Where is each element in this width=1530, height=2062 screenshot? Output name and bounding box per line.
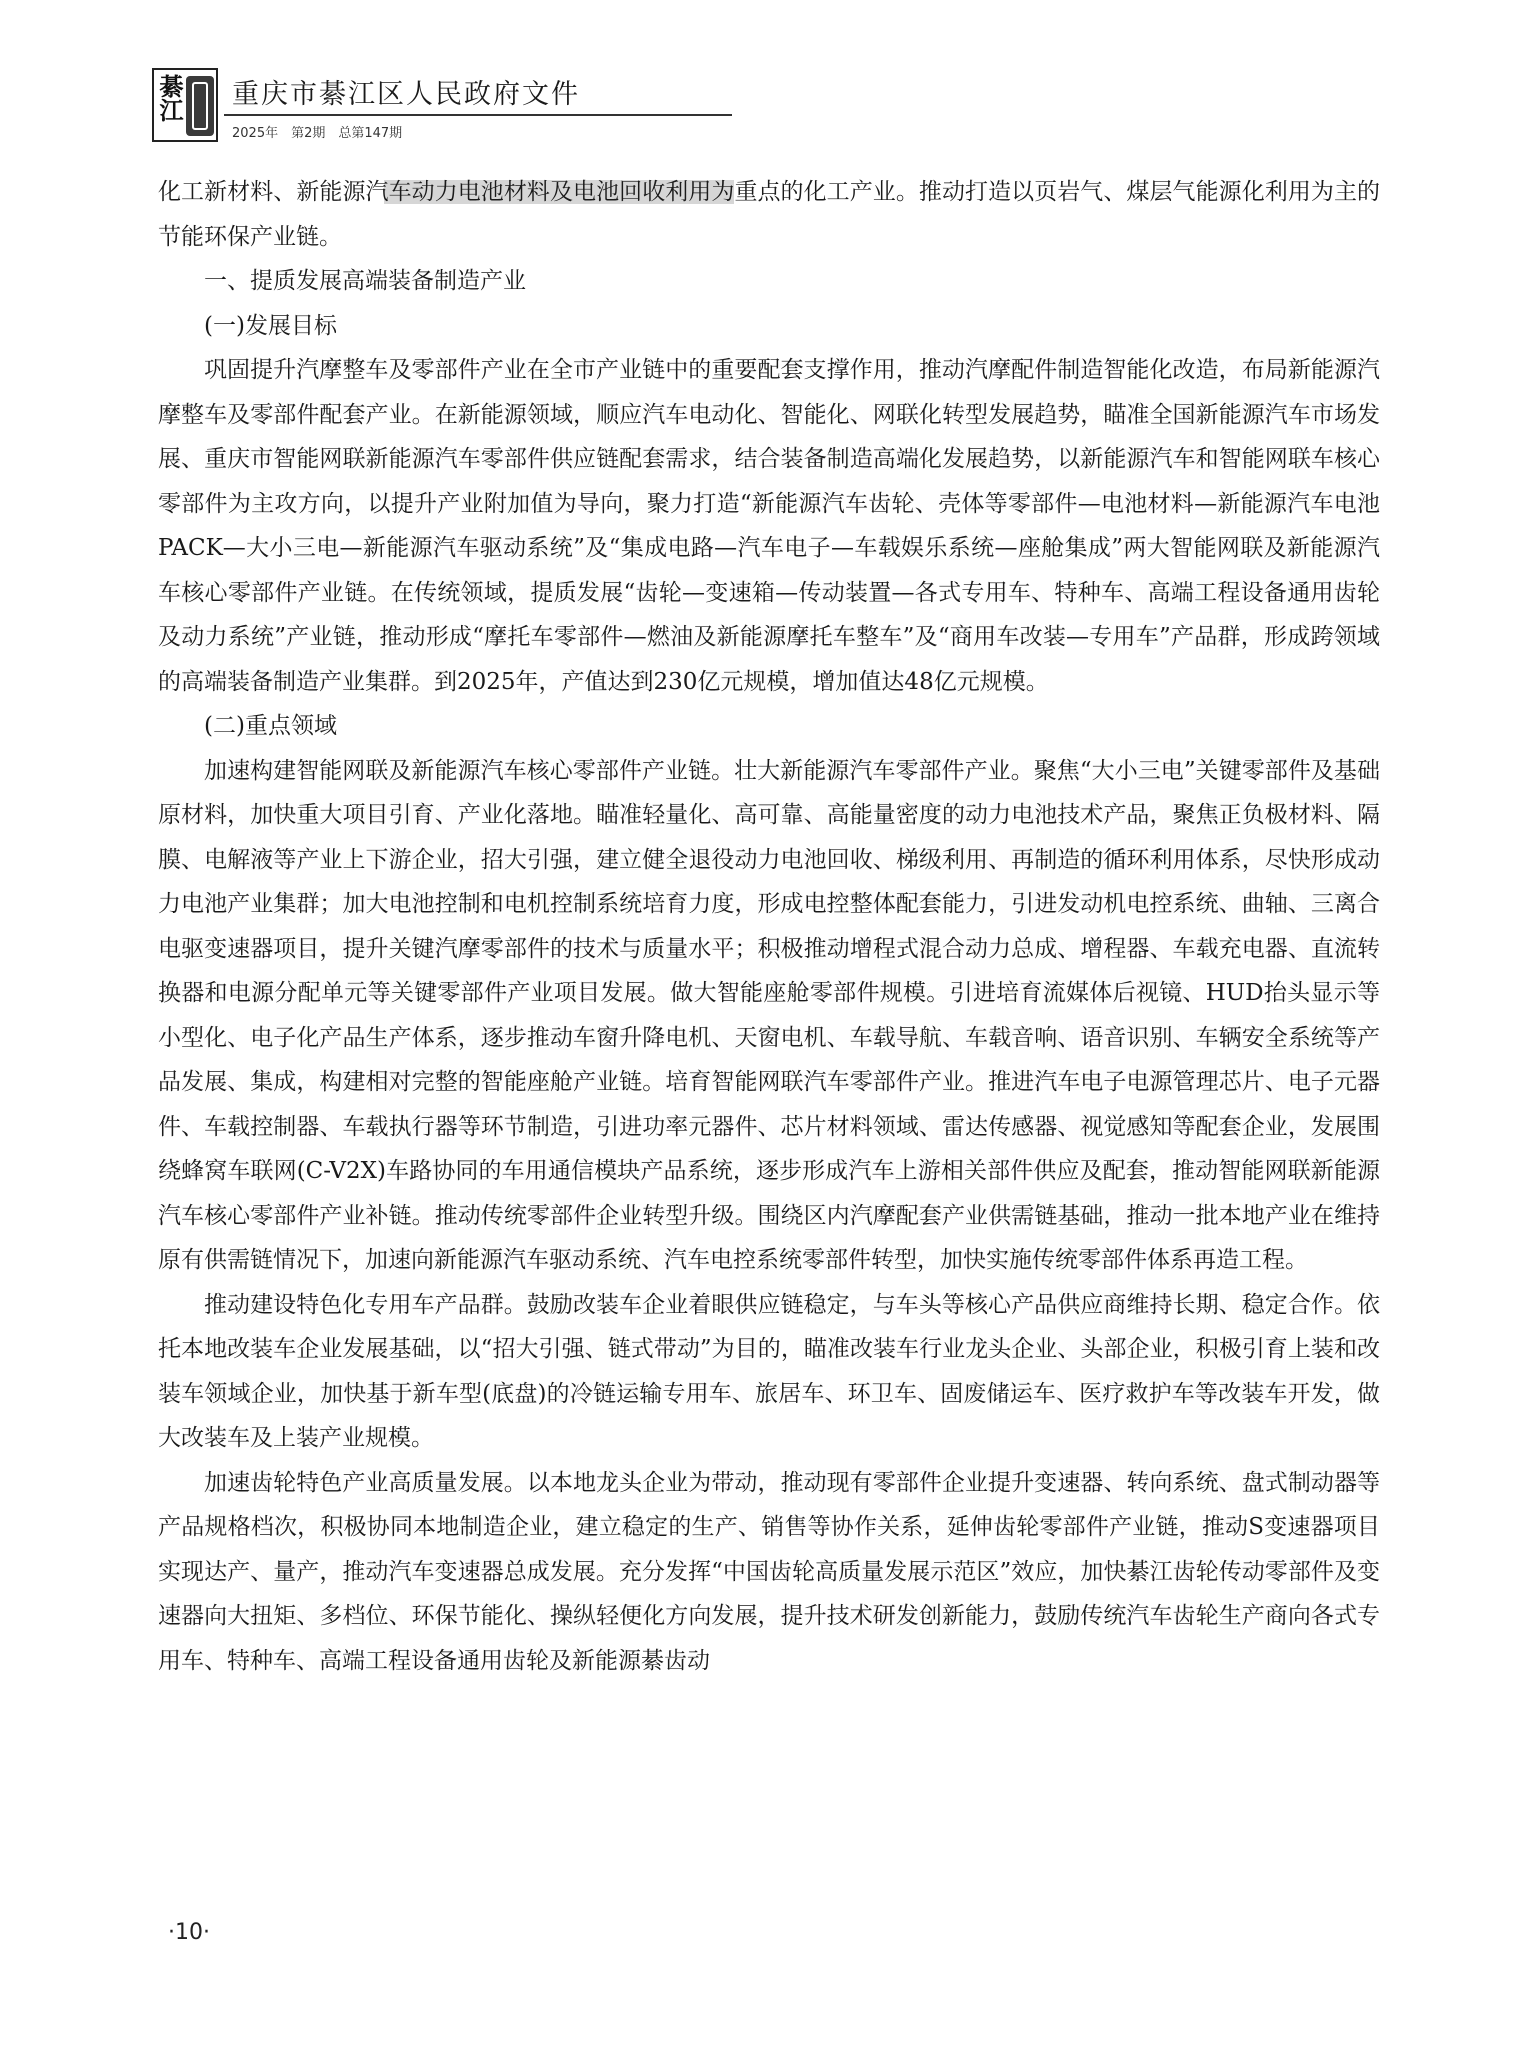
paragraph: 加速齿轮特色产业高质量发展。以本地龙头企业为带动，推动现有零部件企业提升变速器、转向系统、盘式制动器等产品规格档次，积极协同本地制造企业，建立稳定的生产、销售等协作关系，延伸齿轮零部件产业链，推动S变速器项目实现达产、量产，推动汽车变速器总成发展。充分发挥“中国齿轮高质量发展示范区”效应，加快綦江齿轮传动零部件及变速器向大扭矩、多档位、环保节能化、操纵轻便化方向发展，提升技术研发创新能力，鼓励传统汽车齿轮生产商向各式专用车、特种车、高端工程设备通用齿轮及新能源綦齿动	[158, 1469, 1380, 1674]
page-header	[152, 60, 582, 150]
paragraph: 化工新材料、新能源汽车动力电池材料及电池回收利用为重点的化工产业。推动打造以页岩气、煤层气能源化利用为主的节能环保产业链。	[158, 179, 1380, 250]
logo	[152, 68, 218, 142]
issue-info: 2025年 第2期 总第147期	[232, 126, 403, 141]
paragraph: 巩固提升汽摩整车及零部件产业在全市产业链中的重要配套支撑作用，推动汽摩配件制造智能化改造，布局新能源汽摩整车及零部件配套产业。在新能源领域，顺应汽车电动化、智能化、网联化转型发展趋势，瞄准全国新能源汽车市场发展、重庆市智能网联新能源汽车零部件供应链配套需求，结合装备制造高端化发展趋势，以新能源汽车和智能网联车核心零部件为主攻方向，以提升产业附加值为导向，聚力打造“新能源汽车齿轮、壳体等零部件—电池材料—新能源汽车电池PACK—大小三电—新能源汽车驱动系统”及“集成电路—汽车电子—车载娱乐系统—座舱集成”两大智能网联及新能源汽车核心零部件产业链。在传统领域，提质发展“齿轮—变速箱—传动装置—各式专用车、特种车、高端工程设备通用齿轮及动力系统”产业链，推动形成“摩托车零部件—燃油及新能源摩托车整车”及“商用车改装—专用车”产品群，形成跨领域的高端装备制造产业集群。到2025年，产值达到230亿元规模，增加值达48亿元规模。	[158, 357, 1380, 695]
paragraph: 推动建设特色化专用车产品群。鼓励改装车企业着眼供应链稳定，与车头等核心产品供应商维持长期、稳定合作。依托本地改装车企业发展基础，以“招大引强、链式带动”为目的，瞄准改装车行业龙头企业、头部企业，积极引育上装和改装车领域企业，加快基于新车型(底盘)的冷链运输专用车、旅居车、环卫车、固废储运车、医疗救护车等改装车开发，做大改装车及上装产业规模。	[158, 1291, 1380, 1451]
paragraph: 加速构建智能网联及新能源汽车核心零部件产业链。壮大新能源汽车零部件产业。聚焦“大小三电”关键零部件及基础原材料，加快重大项目引育、产业化落地。瞄准轻量化、高可靠、高能量密度的动力电池技术产品，聚焦正负极材料、隔膜、电解液等产业上下游企业，招大引强，建立健全退役动力电池回收、梯级利用、再制造的循环利用体系，尽快形成动力电池产业集群；加大电池控制和电机控制系统培育力度，形成电控整体配套能力，引进发动机电控系统、曲轴、三离合电驱变速器项目，提升关键汽摩零部件的技术与质量水平；积极推动增程式混合动力总成、增程器、车载充电器、直流转换器和电源分配单元等关键零部件产业项目发展。做大智能座舱零部件规模。引进培育流媒体后视镜、HUD抬头显示等小型化、电子化产品生产体系，逐步推动车窗升降电机、天窗电机、车载导航、车载音响、语音识别、车辆安全系统等产品发展、集成，构建相对完整的智能座舱产业链。培育智能网联汽车零部件产业。推进汽车电子电源管理芯片、电子元器件、车载控制器、车载执行器等环节制造，引进功率元器件、芯片材料领域、雷达传感器、视觉感知等配套企业，发展围绕蜂窝车联网(C-V2X)车路协同的车用通信模块产品系统，逐步形成汽车上游相关部件供应及配套，推动智能网联新能源汽车核心零部件产业补链。推动传统零部件企业转型升级。围绕区内汽摩配套产业供需链基础，推动一批本地产业在维持原有供需链情况下，加速向新能源汽车驱动系统、汽车电控系统零部件转型，加快实施传统零部件体系再造工程。	[158, 757, 1380, 1273]
subsection-heading: (二)重点领域	[204, 713, 337, 739]
subsection-heading: (一)发展目标	[204, 312, 337, 339]
logo-text: 綦江	[155, 74, 184, 122]
header-rule	[224, 114, 732, 116]
page-number: ·10·	[168, 1920, 210, 1945]
logo-seal-icon	[186, 76, 214, 136]
body-text	[158, 170, 1380, 1683]
publication-title: 重庆市綦江区人民政府文件	[232, 79, 580, 110]
section-heading: 一、提质发展高端装备制造产业	[204, 268, 526, 294]
